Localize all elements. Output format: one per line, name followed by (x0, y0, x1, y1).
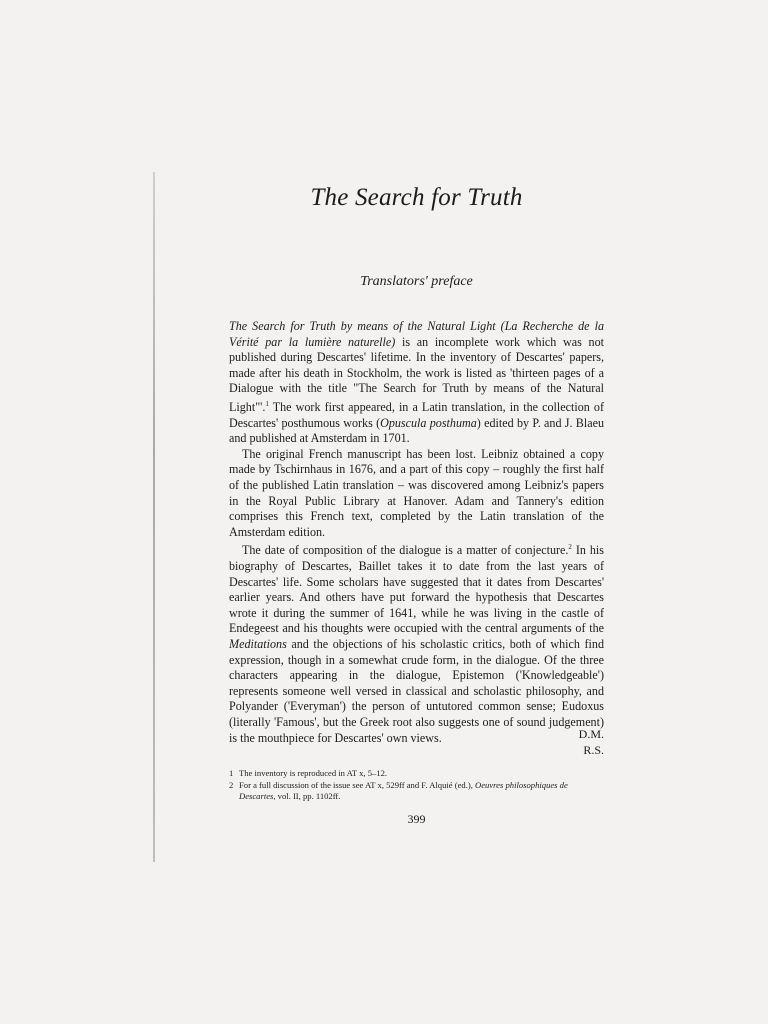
paragraph-2: The original French manuscript has been lost. Leibniz obtained a copy made by Tschirnhaus in 1676, and a part of this copy – roughly the first half of the published Latin translation – was discovered among Leibniz's papers in the Royal Public Library at Hanover. Adam and Tannery's edition comprises this French text, completed by the Latin translation of the Amsterdam edition. (229, 446, 604, 539)
footnotes (229, 768, 604, 803)
footnote-2-text-a: For a full discussion of the issue see AT x, 529ff and F. Alquié (ed.), (239, 779, 476, 790)
paragraph-1-text-c: ) edited by P. and J. Blaeu and published at Amsterdam in 1701. (229, 415, 605, 446)
footnote-1-text: The inventory is reproduced in AT x, 5–12. (239, 768, 388, 778)
paragraph-3-italic-title: Meditations (229, 636, 287, 651)
document-page (229, 0, 604, 1024)
paragraph-3-text-c: and the objections of his scholastic critics, both of which find expression, though in a somewhat crude form, in the dialogue. Of the three characters appearing in the dialogue, Epistemon ('Knowledgeable') represents someone well versed in classical and scholastic philosophy, and Polyander ('Everyman') the person of untutored common sense; Eudoxus (literally 'Famous', but the Greek root also suggests one of sound judgement) is the mouthpiece for Descartes' own views. (229, 636, 604, 745)
preface-body (229, 319, 604, 746)
footnote-2-text-b: , vol. II, pp. 1102ff. (273, 791, 341, 801)
page-title: The Search for Truth (310, 184, 523, 211)
footnote-2-italic-title: Oeuvres philosophiques de Descartes (239, 779, 568, 801)
paragraph-3 (229, 540, 604, 746)
footnote-1 (229, 768, 604, 780)
paragraph-1-text-b: The work first appeared, in a Latin translation, in the collection of Descartes' posthumous works ( (229, 400, 604, 430)
paragraph-3-text-b: In his biography of Descartes, Baillet takes it to date from the last years of Descartes' life. Some scholars have suggested that it dates from Descartes' earlier years. And others have put forward the hypothesis that Descartes wrote it during the summer of 1641, while he was living in the castle of Endegeest and his thoughts were occupied with the central arguments of the (229, 543, 604, 636)
footnote-2-text (239, 780, 604, 803)
paragraph-1-text-a: is an incomplete work which was not published during Descartes' lifetime. In the inventory of Descartes' papers, made after his death in Stockholm, the work is listed as 'thirteen pages of a Dialogue with the title "The Search for Truth by means of the Natural Light"'. (229, 334, 604, 414)
initials-rs: R.S. (583, 742, 604, 757)
paragraph-1-italic-title: Opuscula posthuma (380, 415, 477, 430)
footnote-ref-1: 1 (265, 399, 269, 408)
paragraph-1 (229, 319, 604, 447)
section-subtitle: Translators' preface (360, 274, 473, 289)
page-edge-shadow (153, 172, 155, 862)
footnote-2-number: 2 (229, 779, 234, 790)
paragraph-1-italic-lead: The Search for Truth by means of the Natural Light (La Recherche de la Vérité par la lumière naturelle) (229, 319, 604, 349)
translators-initials (524, 727, 604, 758)
paragraph-3-text-a: The date of composition of the dialogue is a matter of conjecture. (242, 543, 569, 558)
page-number: 399 (407, 812, 426, 826)
footnote-1-number: 1 (229, 768, 234, 778)
footnote-ref-2: 2 (568, 543, 572, 552)
initials-dm: D.M. (578, 727, 604, 741)
footnote-2 (229, 780, 604, 803)
